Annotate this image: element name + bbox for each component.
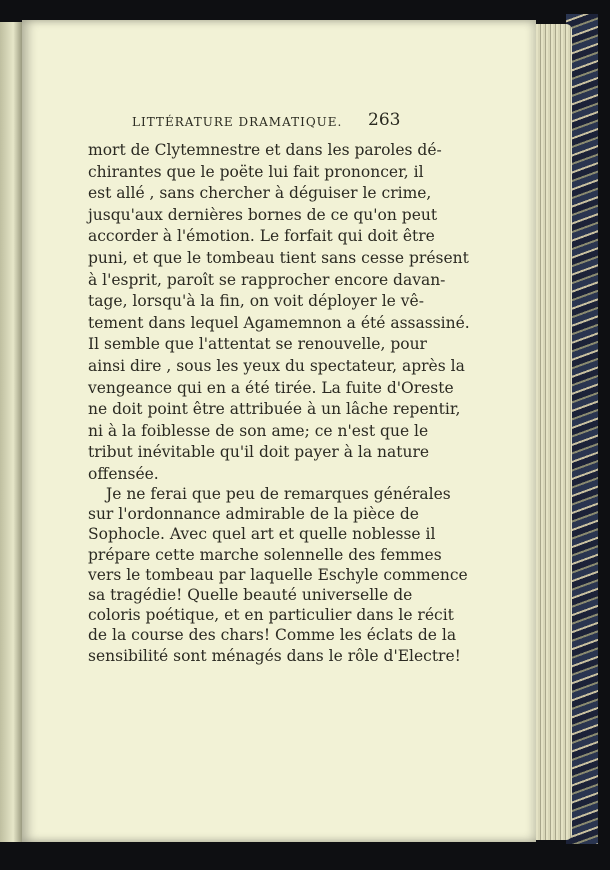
text-line: Je ne ferai que peu de remarques générales xyxy=(106,485,451,503)
text-line: vengeance qui en a été tirée. La fuite d'Oreste xyxy=(88,378,454,397)
text-line: à l'esprit, paroît se rapprocher encore davan- xyxy=(88,270,446,289)
text-line: est allé , sans chercher à déguiser le crime, xyxy=(88,184,432,203)
text-line: jusqu'aux dernières bornes de ce qu'on peut xyxy=(88,205,438,224)
facing-page-edge xyxy=(0,22,22,842)
text-line: tage, lorsqu'à la fin, on voit déployer le vê- xyxy=(88,292,424,311)
text-line: mort de Clytemnestre et dans les paroles dé- xyxy=(88,141,442,159)
text-line: sensibilité sont ménagés dans le rôle d'Electre! xyxy=(88,646,461,665)
text-line: Sophocle. Avec quel art et quelle noblesse il xyxy=(88,525,436,544)
text-line: ne doit point être attribuée à un lâche repentir, xyxy=(88,400,461,419)
text-line: coloris poétique, et en particulier dans le récit xyxy=(88,606,454,625)
text-line: sa tragédie! Quelle beauté universelle de xyxy=(88,586,413,604)
text-line: ainsi dire , sous les yeux du spectateur, après la xyxy=(88,357,465,375)
text-line: sur l'ordonnance admirable de la pièce de xyxy=(88,505,419,524)
text-line: de la course des chars! Comme les éclats de la xyxy=(88,626,457,645)
text-line: vers le tombeau par laquelle Eschyle commence xyxy=(88,565,468,584)
text-line: chirantes que le poëte lui fait prononcer, il xyxy=(88,162,424,181)
page-number: 263 xyxy=(368,110,401,130)
running-title: LITTÉRATURE DRAMATIQUE. xyxy=(132,115,343,129)
text-line: puni, et que le tombeau tient sans cesse présent xyxy=(88,249,469,267)
text-line: ni à la foiblesse de son ame; ce n'est que le xyxy=(88,421,429,440)
text-line: offensée. xyxy=(88,465,159,483)
text-line: accorder à l'émotion. Le forfait qui doit être xyxy=(88,227,435,246)
text-line: tement dans lequel Agamemnon a été assassiné. xyxy=(88,313,470,332)
text-line: Il semble que l'attentat se renouvelle, pour xyxy=(88,335,427,354)
text-line: tribut inévitable qu'il doit payer à la nature xyxy=(88,443,430,462)
text-line: prépare cette marche solennelle des femmes xyxy=(88,545,442,564)
